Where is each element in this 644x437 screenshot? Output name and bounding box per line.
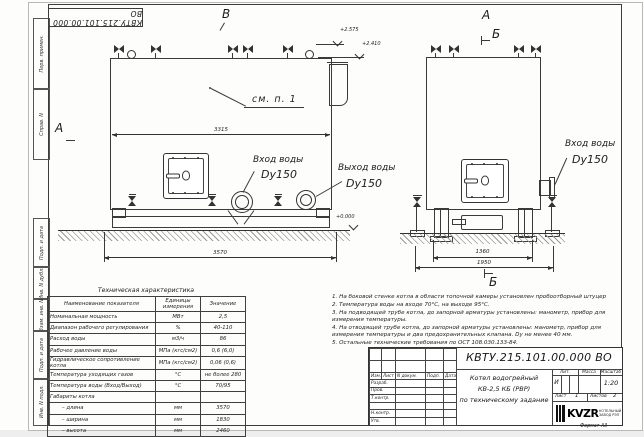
- rotated-doc-number-stamp: [48, 8, 143, 27]
- water-inlet-label-front: Вход воды: [565, 139, 616, 149]
- valve-icon: [151, 45, 161, 53]
- format-label: Формат А3: [580, 423, 608, 429]
- mass-header: Масса: [582, 369, 596, 375]
- table-row: [48, 380, 246, 391]
- valve-stem: [155, 53, 156, 58]
- margin-label: Перв. примен.: [38, 35, 45, 73]
- divider: [552, 401, 622, 402]
- valve-stem: [118, 53, 119, 58]
- kvzr-logo-text: KVZR: [567, 407, 599, 420]
- margin-label: Взам. инв. N: [38, 298, 45, 332]
- cell: 1830: [201, 414, 246, 425]
- elevation-zero-text: +0.000: [336, 214, 355, 220]
- cell: [201, 392, 246, 403]
- door-latch: [182, 171, 190, 181]
- callout-shelf: [244, 107, 304, 108]
- section-label-b-bottom: Б: [489, 275, 498, 289]
- section-label-b-top: Б: [492, 27, 501, 41]
- table-header-row: [48, 297, 246, 312]
- valve-icon: [274, 196, 282, 206]
- ash-box: [461, 215, 503, 230]
- doc-number-rotated: КВТУ.215.101.00.000 ВО: [52, 8, 142, 27]
- skid-foot: [316, 208, 330, 218]
- cell: Гидравлическое сопротивление котла: [48, 356, 156, 369]
- rev-col: Подп.: [426, 373, 444, 380]
- water-outlet-flange: [296, 190, 316, 210]
- sign-label: Разраб.: [370, 380, 396, 388]
- valve-handle: [129, 194, 136, 195]
- sign-label: Пров.: [370, 387, 396, 395]
- scale-value: 1:20: [603, 379, 619, 387]
- view-label-b: В: [222, 7, 231, 21]
- product-name-line1: Котел водогрейный: [469, 374, 539, 382]
- note-line: 5. Остальные технические требования по ОСТ 108.030.133-84.: [332, 340, 518, 347]
- section-a-tick: [66, 140, 75, 141]
- cell: Расход воды: [48, 334, 156, 345]
- revision-table: [369, 348, 457, 426]
- cell: Температура уходящих газов: [48, 369, 156, 380]
- valve-icon: [128, 196, 136, 206]
- note-line: 3. На подводящей трубе котла, до запорной арматуры установлены: манометр, прибор для измерения температуры.: [332, 309, 606, 324]
- valve-icon: [431, 45, 441, 53]
- lit-value: И: [554, 379, 559, 386]
- valve-icon: [413, 197, 421, 207]
- spec-table: [47, 296, 246, 437]
- table-row: [48, 312, 246, 323]
- extension-line: [336, 232, 337, 262]
- margin-label: Справ. N: [38, 112, 45, 136]
- note-line: 2. Температура воды на входе 70°С, на выходе 95°С.: [332, 301, 490, 308]
- ash-box-handle: [452, 219, 466, 225]
- cell: [156, 392, 201, 403]
- dimension-text-3570: 3570: [213, 250, 227, 256]
- valve-icon: [208, 196, 216, 206]
- safety-valve-icon: [127, 50, 136, 59]
- cell: мм: [156, 425, 201, 436]
- support-channel-line: [440, 208, 441, 236]
- safety-valve-icon: [305, 50, 314, 59]
- table-row: [48, 334, 246, 345]
- inlet-flange-plate: [549, 177, 555, 199]
- cell: 2460: [201, 425, 246, 436]
- cell: %: [156, 323, 201, 334]
- bolt-dot: [197, 157, 199, 159]
- water-outlet-label: Выход воды: [338, 163, 396, 173]
- valve-stem: [435, 53, 436, 58]
- section-label-a-left: А: [55, 121, 64, 135]
- valve-icon: [449, 45, 459, 53]
- cell: 0,6 (6,0): [201, 345, 246, 356]
- extension-line: [553, 246, 554, 272]
- cell: 3570: [201, 403, 246, 414]
- divider: [552, 369, 553, 425]
- sign-label: Утв.: [370, 417, 396, 425]
- lit-header: Лит.: [560, 369, 570, 375]
- margin-box-perv-primen: [33, 18, 50, 90]
- cell: Температура воды (Вход/Выход): [48, 380, 156, 391]
- doc-number: КВТУ.215.101.00.000 ВО: [465, 351, 613, 364]
- elevation-mid-text: +2.410: [362, 41, 381, 47]
- cell: 86: [201, 334, 246, 345]
- valve-stem: [416, 207, 417, 232]
- valve-stem: [247, 53, 248, 58]
- note-line: 4. На отводящей трубе котла, до запорной арматуры установлены: манометр, прибор для измерения температуры и два предохранительных клапана. Dу не менее 40 мм.: [332, 325, 602, 339]
- col-header: Значение: [201, 297, 246, 312]
- cell: мм: [156, 414, 201, 425]
- cell: – высота: [48, 425, 156, 436]
- cell: мм: [156, 403, 201, 414]
- company-name: [599, 409, 621, 418]
- revision-header-row: [370, 373, 457, 380]
- company-name-line1: КОТЕЛЬНЫЙ: [599, 409, 622, 413]
- bolt-dot: [471, 163, 473, 165]
- cell: 0,06 (0,6): [201, 356, 246, 369]
- valve-handle: [413, 195, 422, 196]
- product-name-line3: по техническому задание: [459, 396, 549, 404]
- table-row: [48, 369, 246, 380]
- burner-door: [461, 159, 509, 203]
- sheets-total: 2: [613, 393, 617, 399]
- water-inlet-label: Вход воды: [253, 155, 304, 165]
- dimension-text-1360: 1360: [475, 249, 490, 255]
- margin-label: Подп. и дата: [38, 337, 45, 373]
- sign-label: [370, 402, 396, 410]
- valve-handle: [209, 194, 216, 195]
- divider: [587, 393, 588, 401]
- dimension-line-3315: [112, 134, 330, 135]
- valve-icon: [228, 45, 238, 53]
- water-outlet-dn: Dy150: [346, 177, 382, 190]
- col-header: Наименование показателя: [48, 297, 156, 312]
- cell: 40-110: [201, 323, 246, 334]
- cell: МПа (кгс/см2): [156, 345, 201, 356]
- title-block: [368, 347, 623, 426]
- flue-outlet-stub: [329, 64, 348, 106]
- manhole-door: [163, 153, 209, 199]
- cell: °С: [156, 380, 201, 391]
- cell: Рабочее давление воды: [48, 345, 156, 356]
- valve-icon: [114, 45, 124, 53]
- cell: °С: [156, 369, 201, 380]
- dimension-line-1950: [415, 267, 553, 268]
- cell: МПа (кгс/см2): [156, 356, 201, 369]
- table-row: [48, 403, 246, 414]
- callout-text: см. п. 1: [252, 94, 297, 105]
- note-line: 1. На боковой стенке котла в области топочной камеры установлен пробоотборный штуцер: [332, 294, 607, 300]
- bolt-dot: [184, 157, 186, 159]
- rev-col: N докум.: [396, 373, 426, 380]
- valve-stem: [453, 53, 454, 58]
- divider: [569, 375, 570, 393]
- cell: – длина: [48, 403, 156, 414]
- table-row: [48, 392, 246, 403]
- door-latch: [481, 176, 489, 186]
- valve-handle: [275, 194, 282, 195]
- cell: МВт: [156, 312, 201, 323]
- door-lever: [166, 174, 180, 179]
- rev-col: Лист: [383, 373, 394, 379]
- section-b-tick: [481, 40, 490, 41]
- cell: Номинальная мощность: [48, 312, 156, 323]
- bolt-dot: [172, 192, 174, 194]
- bolt-dot: [172, 157, 174, 159]
- margin-label: Инв. N подл.: [38, 385, 45, 419]
- bolt-dot: [496, 196, 498, 198]
- cell: – ширина: [48, 414, 156, 425]
- col-header: Единицы измерения: [156, 297, 201, 312]
- dimension-line-3570: [104, 257, 336, 258]
- cell: 70/95: [201, 380, 246, 391]
- skid-foot: [112, 208, 126, 218]
- margin-box-podp-data-1: [33, 218, 50, 268]
- scale-header: Масштаб: [600, 369, 622, 375]
- valve-stem: [287, 53, 288, 58]
- water-inlet-dn: Dy150: [261, 168, 297, 181]
- margin-label: Инв. N дубл.: [38, 266, 45, 300]
- spec-table-title: Техническая характеристика: [97, 287, 195, 294]
- dimension-text-3315: 3315: [214, 127, 228, 133]
- view-label-a: А: [482, 8, 491, 22]
- cell: м3/ч: [156, 334, 201, 345]
- bolt-dot: [471, 196, 473, 198]
- company-name-line2: ЗАВОД РЭП: [599, 413, 620, 418]
- sheet-number: 1: [575, 393, 579, 399]
- bolt-dot: [483, 163, 485, 165]
- margin-label: Подп. и дата: [38, 225, 45, 261]
- valve-stem: [232, 53, 233, 58]
- valve-stem: [535, 53, 536, 58]
- table-row: [48, 414, 246, 425]
- bolt-dot: [184, 192, 186, 194]
- divider: [552, 375, 622, 376]
- bolt-dot: [197, 192, 199, 194]
- table-row: [48, 345, 246, 356]
- kvzr-logo-mark: [556, 405, 565, 422]
- dimension-line-1360: [433, 257, 532, 258]
- product-name-line2: КВ-2,5 КБ (РВР): [477, 385, 531, 393]
- sign-label: Н.контр.: [370, 410, 396, 418]
- valve-stem: [551, 207, 552, 232]
- cell: 2,5: [201, 312, 246, 323]
- bolt-dot: [496, 163, 498, 165]
- flue-flange-line: [327, 62, 348, 63]
- dimension-text-1950: 1950: [477, 259, 491, 266]
- sign-label: Т.контр.: [370, 395, 396, 403]
- ground-hatch: [400, 233, 565, 244]
- valve-icon: [531, 45, 541, 53]
- support-channel-line: [524, 208, 525, 236]
- margin-box-sprav-n: [33, 88, 50, 160]
- rev-col: Изм.: [371, 373, 382, 379]
- skid-rail: [112, 216, 330, 228]
- door-lever: [464, 179, 478, 184]
- section-b-tick: [484, 273, 493, 274]
- table-row: [48, 323, 246, 334]
- ground-hatch: [58, 230, 350, 241]
- cell: не более 280: [201, 369, 246, 380]
- valve-stem: [518, 53, 519, 58]
- valve-icon: [514, 45, 524, 53]
- elevation-top-text: +2.575: [340, 27, 359, 33]
- water-inlet-dn-front: Dy150: [572, 153, 608, 166]
- technical-notes: [332, 294, 622, 348]
- rev-col: Дата: [445, 373, 457, 379]
- sheets-label: Листов: [590, 393, 607, 399]
- valve-icon: [283, 45, 293, 53]
- sheet-label: Лист: [555, 393, 567, 399]
- water-inlet-flange: [231, 191, 253, 213]
- cell: Диапазон рабочего регулирования: [48, 323, 156, 334]
- table-row: [48, 425, 246, 436]
- bolt-dot: [483, 196, 485, 198]
- valve-icon: [243, 45, 253, 53]
- cell: Габариты котла: [48, 392, 156, 403]
- table-row: [48, 356, 246, 369]
- margin-box-inv-dubl: [33, 266, 50, 300]
